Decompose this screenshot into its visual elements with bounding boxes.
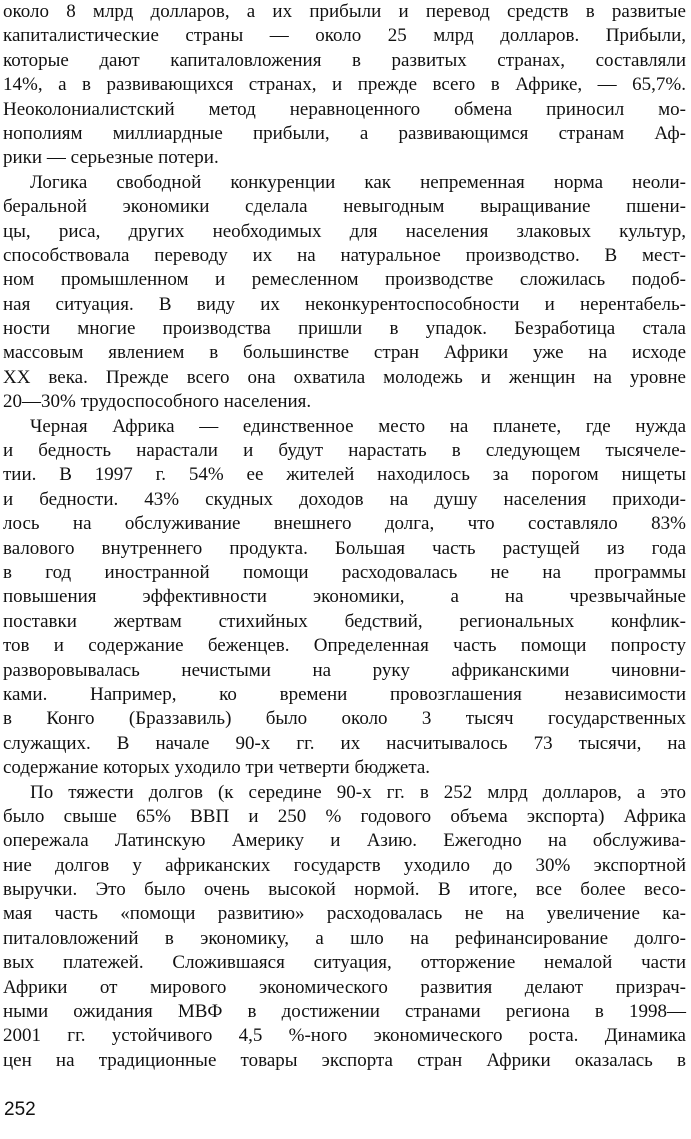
text-line: ками. Например, ко времени провозглашения независимости — [3, 683, 686, 705]
text-line: вых платежей. Сложившаяся ситуация, отторжение немалой части — [3, 952, 686, 974]
text-line: и бедности. 43% скудных доходов на душу населения приходи- — [3, 488, 686, 510]
page-number: 252 — [4, 1099, 36, 1120]
text-line: По тяжести долгов (к середине 90-х гг. в 252 млрд долларов, а это — [30, 781, 686, 803]
text-line: которые дают капиталовложения в развитых странах, составляли — [3, 49, 686, 71]
text-line: лось на обслуживание внешнего долга, что составляло 83% — [3, 513, 686, 535]
text-line: 20—30% трудоспособного населения. — [3, 391, 312, 413]
text-line: рики — серьезные потери. — [3, 147, 219, 169]
text-line: Черная Африка — единственное место на планете, где нужда — [30, 415, 686, 437]
text-line: около 8 млрд долларов, а их прибыли и перевод средств в развитые — [3, 1, 686, 22]
text-line: 14%, а в развивающихся странах, и прежде всего в Африке, — 65,7%. — [3, 74, 686, 96]
text-line: ном промышленном и ремесленном производстве сложилась подоб- — [3, 269, 686, 291]
text-line: опережала Латинскую Америку и Азию. Ежегодно на обслужива- — [3, 830, 686, 852]
text-line: способствовала переводу их на натуральное производство. В мест- — [3, 244, 686, 266]
text-line: в Конго (Браззавиль) было около 3 тысяч государственных — [3, 708, 686, 730]
text-line: разворовывалась нечистыми на руку африканскими чиновни- — [3, 659, 686, 681]
text-line: было свыше 65% ВВП и 250 % годового объема экспорта) Африка — [3, 805, 686, 827]
text-line: XX века. Прежде всего она охватила молодежь и женщин на уровне — [3, 366, 686, 388]
text-line: ние долгов у африканских государств уходило до 30% экспортной — [3, 854, 686, 876]
text-line: ности многие производства пришли в упадок. Безработица стала — [3, 318, 686, 340]
text-line: валового внутреннего продукта. Большая часть растущей из года — [3, 537, 686, 559]
text-line: массовым явлением в большинстве стран Африки уже на исходе — [3, 342, 686, 364]
text-line: нополиям миллиардные прибыли, а развивающимся странам Аф- — [3, 122, 686, 144]
page-body — [3, 0, 686, 1073]
text-line: поставки жертвам стихийных бедствий, региональных конфлик- — [3, 610, 686, 632]
text-line: ными ожидания МВФ в достижении странами региона в 1998— — [3, 1001, 686, 1023]
text-line: капиталистические страны — около 25 млрд долларов. Прибыли, — [3, 25, 686, 47]
text-line: повышения эффективности экономики, а на чрезвычайные — [3, 586, 686, 608]
text-line: содержание которых уходило три четверти бюджета. — [3, 757, 431, 779]
text-line: 2001 гг. устойчивого 4,5 %-ного экономического роста. Динамика — [3, 1025, 686, 1047]
text-line: выручки. Это было очень высокой нормой. В итоге, все более весо- — [3, 879, 686, 901]
text-line: беральной экономики сделала невыгодным выращивание пшени- — [3, 196, 686, 218]
text-line: мая часть «помощи развитию» расходовалась не на увеличение ка- — [3, 903, 686, 925]
text-line: в год иностранной помощи расходовалась не на программы — [3, 561, 686, 583]
text-line: Логика свободной конкуренции как непременная норма неоли- — [30, 171, 686, 193]
text-line: служащих. В начале 90-х гг. их насчитывалось 73 тысячи, на — [3, 732, 686, 754]
text-line: Африки от мирового экономического развития делают призрач- — [3, 976, 686, 998]
text-line: ная ситуация. В виду их неконкурентоспособности и нерентабель- — [3, 293, 686, 315]
text-line: цен на традиционные товары экспорта стран Африки оказалась в — [3, 1049, 686, 1071]
text-line: Неоколониалистский метод неравноценного обмена приносил мо- — [3, 98, 686, 120]
text-line: тов и содержание беженцев. Определенная часть помощи попросту — [3, 635, 686, 657]
text-line: питаловложений в экономику, а шло на рефинансирование долго- — [3, 927, 686, 949]
text-line: тии. В 1997 г. 54% ее жителей находилось за порогом нищеты — [3, 464, 686, 486]
text-line: и бедность нарастали и будут нарастать в следующем тысячеле- — [3, 440, 686, 462]
text-line: цы, риса, других необходимых для населения злаковых культур, — [3, 220, 686, 242]
